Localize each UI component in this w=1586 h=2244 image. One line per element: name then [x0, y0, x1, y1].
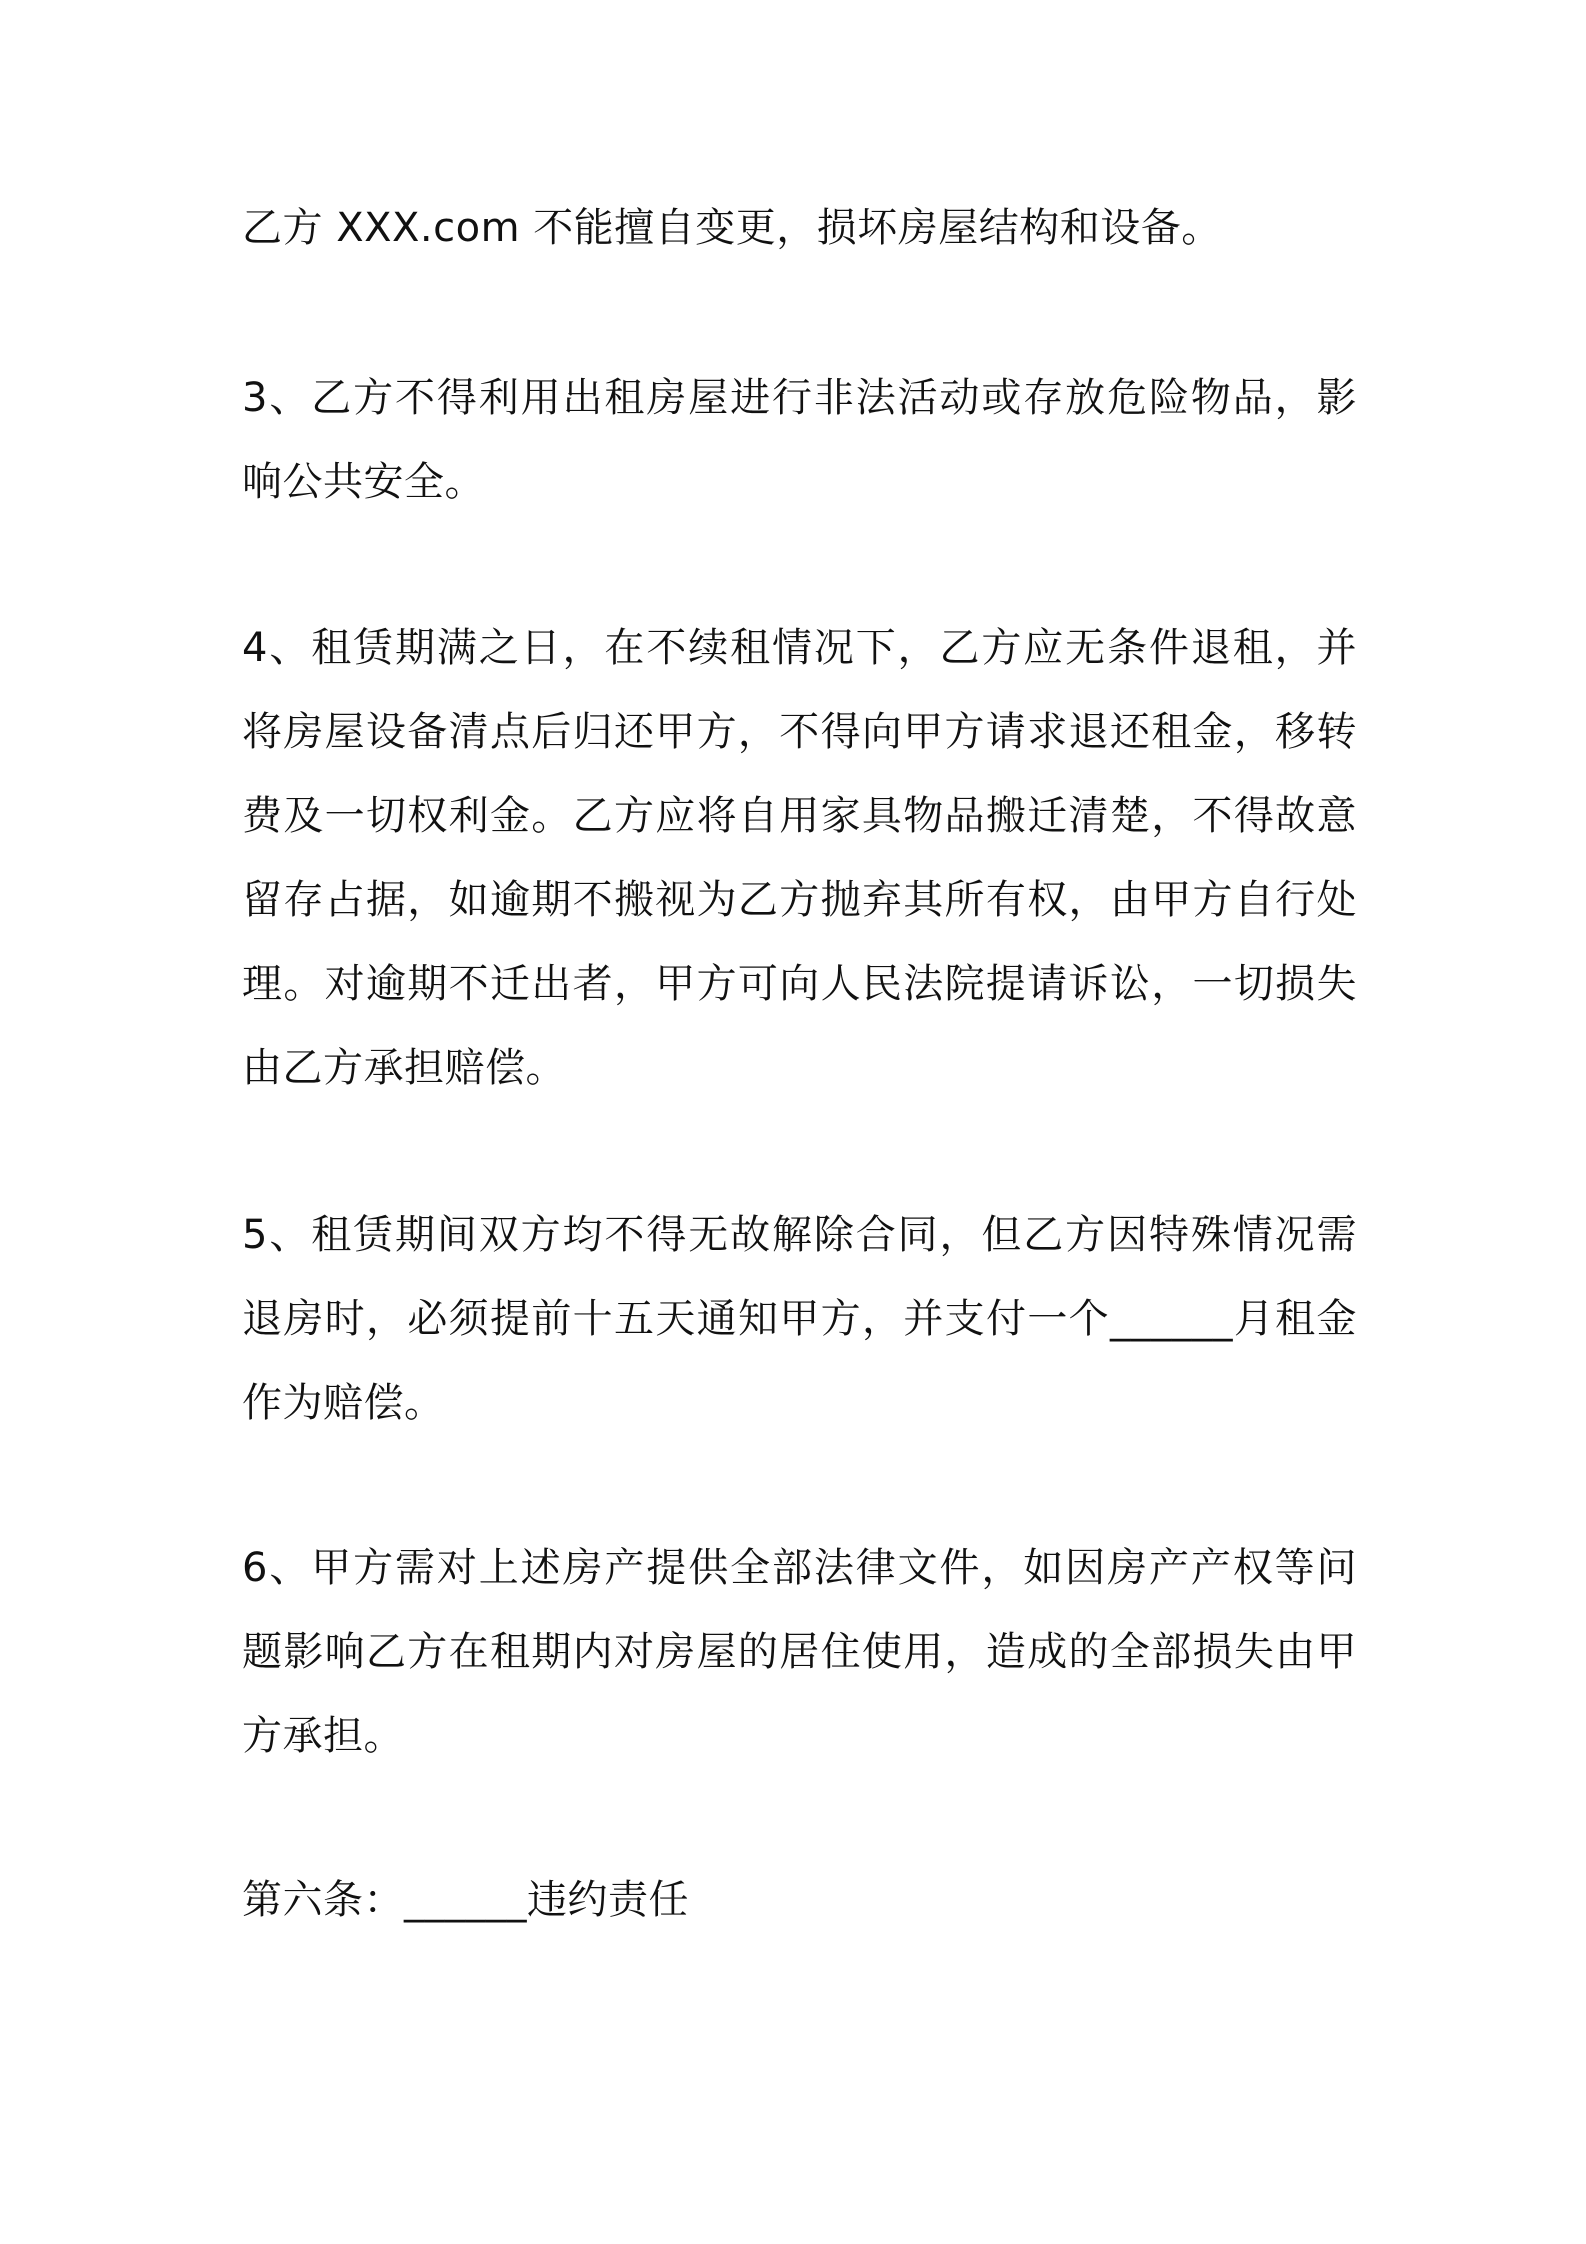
paragraph-clause-3: 3、乙方不得利用出租房屋进行非法活动或存放危险物品，影响公共安全。	[242, 375, 1357, 505]
paragraph-clause-6: 6、甲方需对上述房产提供全部法律文件，如因房产产权等问题影响乙方在租期内对房屋的居住使用，造成的全部损失由甲方承担。	[242, 1545, 1357, 1759]
paragraph-clause-5: 5、租赁期间双方均不得无故解除合同，但乙方因特殊情况需退房时，必须提前十五天通知甲方，并支付一个______月租金作为赔偿。	[242, 1212, 1357, 1426]
article-six-heading: 第六条：______违约责任	[242, 1877, 689, 1923]
paragraph-clause-4: 4、租赁期满之日，在不续租情况下，乙方应无条件退租，并将房屋设备清点后归还甲方，不得向甲方请求退还租金，移转费及一切权利金。乙方应将自用家具物品搬迁清楚，不得故意留存占据，如逾期不搬视为乙方抛弃其所有权，由甲方自行处理。对逾期不迁出者，甲方可向人民法院提请诉讼，一切损失由乙方承担赔偿。	[242, 625, 1357, 1091]
paragraph-structure-clause: 乙方 XXX.com 不能擅自变更，损坏房屋结构和设备。	[242, 205, 1222, 251]
